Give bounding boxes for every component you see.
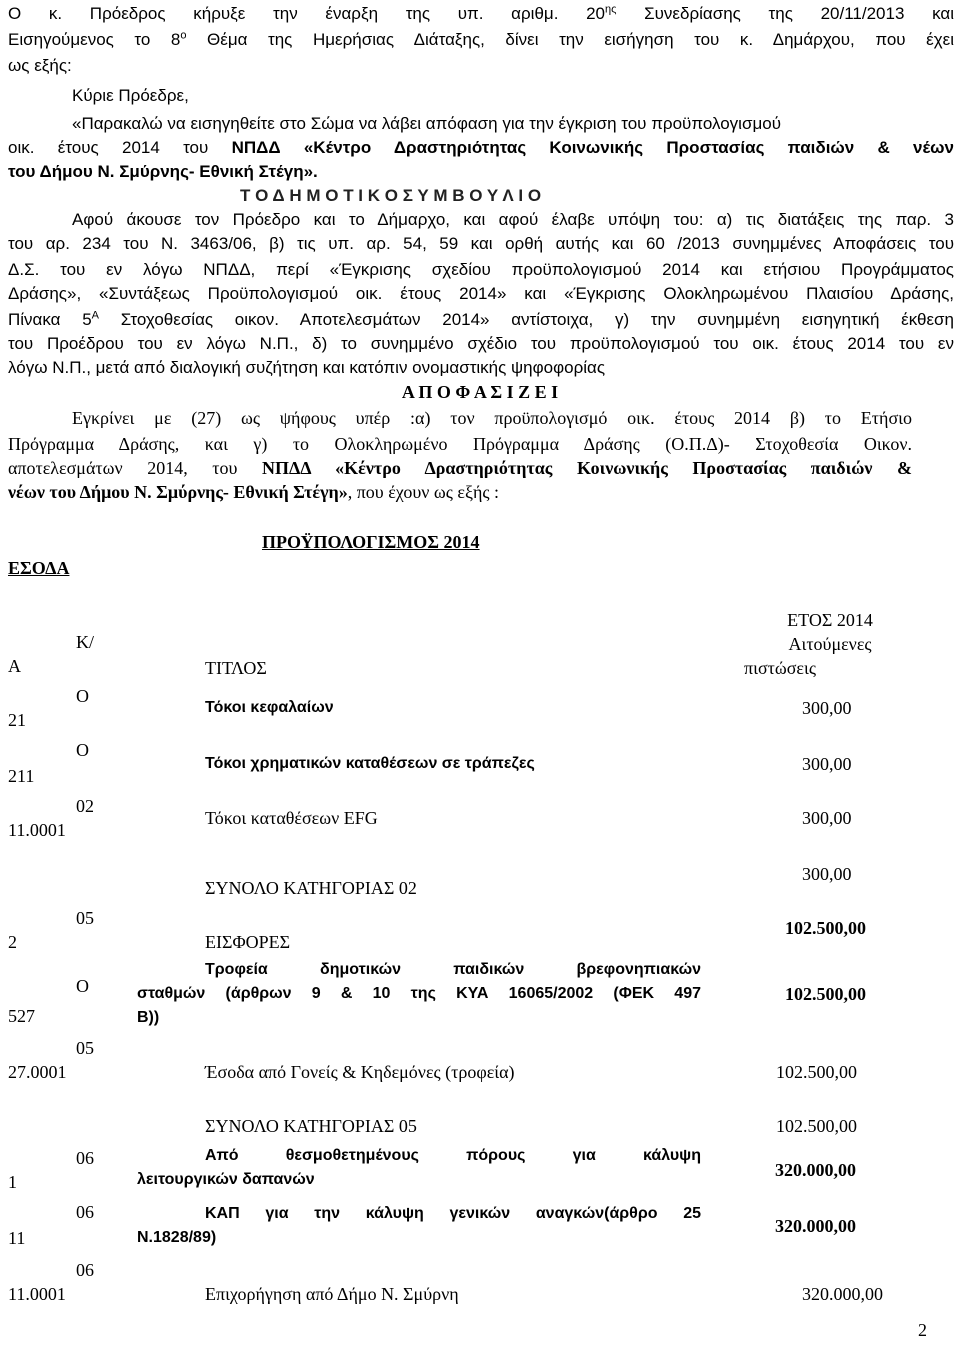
intro-line-7: του Δήμου Ν. Σμύρνης- Εθνική Στέγη». <box>8 162 318 181</box>
row-title-line: σταθμών (άρθρων 9 & 10 της ΚΥΑ 16065/2002 (ΦΕΚ 497 <box>137 985 701 1002</box>
row-title: Τόκοι χρηματικών καταθέσεων σε τράπεζες <box>205 755 535 772</box>
row-code: 27.0001 <box>8 1062 67 1082</box>
salutation: Κύριε Πρόεδρε, <box>72 86 189 105</box>
col-a-header: Α <box>8 656 21 676</box>
superscript: Α <box>91 309 99 322</box>
approval-text: , που έχουν ως εξής : <box>347 482 500 502</box>
intro-line-2 <box>8 28 954 52</box>
row-ko: 02 <box>76 796 94 816</box>
intro-text: Ο κ. Πρόεδρος κήρυξε την έναρξη της υπ. αριθμ. 20 <box>8 4 605 23</box>
row-title-line: Β)) <box>137 1009 160 1026</box>
row-title-line: Ν.1828/89) <box>137 1229 217 1246</box>
row-title-line: λειτουργικών δαπανών <box>137 1171 315 1188</box>
entity-name: νέων του Δήμου Ν. Σμύρνης- Εθνική Στέγη» <box>8 482 348 502</box>
row-code: 11.0001 <box>8 1284 66 1304</box>
intro-text: Συνεδρίασης της 20/11/2013 και <box>616 4 954 23</box>
intro-text: Εισηγούμενος το 8 <box>8 30 181 49</box>
row-ko: Ο <box>76 740 89 760</box>
approval-line-3 <box>8 456 912 480</box>
decides-heading: Α Π Ο Φ Α Σ Ι Ζ Ε Ι <box>401 382 559 402</box>
entity-name: ΝΠΔΔ «Κέντρο Δραστηριότητας Κοινωνικής Προστασίας παιδιών & <box>262 458 912 478</box>
row-ko: Ο <box>76 976 89 996</box>
body-line-3: Δ.Σ. του εν λόγω ΝΠΔΔ, περί «Έγκρισης σχεδίου προϋπολογισμού 2014 και ετήσιου Προγράμματος <box>8 260 954 279</box>
page-number: 2 <box>918 1320 927 1340</box>
row-ko: Ο <box>76 686 89 706</box>
intro-line-5: «Παρακαλώ να εισηγηθείτε στο Σώμα να λάβει απόφαση για την έγκριση του προϋπολογισμού <box>72 114 781 133</box>
body-line-2: του αρ. 234 του Ν. 3463/06, β) τις υπ. αρ. 54, 59 και ορθή αυτής και 60 /2013 συνημμένες Αποφάσεις του <box>8 234 954 253</box>
row-value: 102.500,00 <box>785 918 866 938</box>
body-text: Πίνακα 5 <box>8 310 92 329</box>
row-value: 320.000,00 <box>775 1216 856 1236</box>
row-value: 300,00 <box>802 808 852 828</box>
row-title: Έσοδα από Γονείς & Κηδεμόνες (τροφεία) <box>205 1062 515 1082</box>
row-title: Επιχορήγηση από Δήμο Ν. Σμύρνη <box>205 1284 459 1304</box>
row-value: 320.000,00 <box>775 1160 856 1180</box>
category-total-value: 102.500,00 <box>776 1116 857 1136</box>
row-ko: 06 <box>76 1202 94 1222</box>
row-value: 102.500,00 <box>785 984 866 1004</box>
superscript: ο <box>180 29 187 42</box>
intro-line-1 <box>8 2 954 26</box>
col-year-header: ΕΤΟΣ 2014 <box>787 610 873 630</box>
entity-name: ΝΠΔΔ «Κέντρο Δραστηριότητας Κοινωνικής Προστασίας παιδιών & νέων <box>231 138 954 157</box>
col-ko-header: Κ/ <box>76 632 94 652</box>
row-ko: 06 <box>76 1260 94 1280</box>
body-line-4: Δράσης», «Συντάξεως Προϋπολογισμού οικ. έτους 2014» και «Έγκρισης Ολοκληρωμένου Πλαισίου Δράσης, <box>8 284 954 303</box>
body-line-5 <box>8 308 954 332</box>
row-code: 11.0001 <box>8 820 66 840</box>
category-total-title: ΣΥΝΟΛΟ ΚΑΤΗΓΟΡΙΑΣ 02 <box>205 878 417 898</box>
row-code: 21 <box>8 710 26 730</box>
col-title-header: ΤΙΤΛΟΣ <box>205 658 267 678</box>
intro-line-6 <box>8 136 954 160</box>
body-line-1: Αφού άκουσε τον Πρόεδρο και το Δήμαρχο, και αφού έλαβε υπόψη του: α) τις διατάξεις της παρ. 3 <box>72 210 954 229</box>
col-year-subheader: Αιτούμενες <box>788 634 872 654</box>
budget-title: ΠΡΟΫΠΟΛΟΓΙΣΜΟΣ 2014 <box>262 532 480 552</box>
row-code: 2 <box>8 932 17 952</box>
row-value: 102.500,00 <box>776 1062 857 1082</box>
council-heading: Τ Ο Δ Η Μ Ο Τ Ι Κ Ο Σ Υ Μ Β Ο Υ Λ Ι Ο <box>240 186 542 205</box>
row-ko: 05 <box>76 908 94 928</box>
intro-text: Θέμα της Ημερήσιας Διάταξης, δίνει την εισήγηση του κ. Δημάρχου, που έχει <box>186 30 954 49</box>
row-code: 527 <box>8 1006 35 1026</box>
row-title-line: ΚΑΠ για την κάλυψη γενικών αναγκών(άρθρο 25 <box>205 1205 701 1222</box>
row-ko: 05 <box>76 1038 94 1058</box>
row-value: 300,00 <box>802 698 852 718</box>
row-code: 1 <box>8 1172 17 1192</box>
row-code: 11 <box>8 1228 26 1248</box>
row-value: 300,00 <box>802 754 852 774</box>
row-title: Τόκοι καταθέσεων EFG <box>205 808 378 828</box>
row-code: 211 <box>8 766 35 786</box>
intro-text: οικ. έτους 2014 του <box>8 138 232 157</box>
category-total-value: 300,00 <box>802 864 852 884</box>
superscript: ης <box>605 3 617 16</box>
row-title-line: Τροφεία δημοτικών παιδικών βρεφονηπιακών <box>205 961 701 978</box>
approval-line-4 <box>8 480 954 504</box>
row-title: Τόκοι κεφαλαίων <box>205 699 334 716</box>
approval-line-1: Εγκρίνει με (27) ως ψήφους υπέρ :α) τον προϋπολογισμό οικ. έτους 2014 β) το Ετήσιο <box>72 408 912 428</box>
revenue-label: ΕΣΟΔΑ <box>8 558 70 578</box>
category-total-title: ΣΥΝΟΛΟ ΚΑΤΗΓΟΡΙΑΣ 05 <box>205 1116 417 1136</box>
body-text: Στοχοθεσίας οικον. Αποτελεσμάτων 2014» αντίστοιχα, γ) την συνημμένη εισηγητική έκθεση <box>99 310 954 329</box>
intro-line-3: ως εξής: <box>8 56 72 75</box>
body-line-7: λόγω Ν.Π., μετά από διαλογική συζήτηση και κατόπιν ονομαστικής ψηφοφορίας <box>8 358 606 377</box>
row-title: ΕΙΣΦΟΡΕΣ <box>205 932 291 952</box>
row-value: 320.000,00 <box>802 1284 883 1304</box>
approval-text: αποτελεσμάτων 2014, του <box>8 458 263 478</box>
body-line-6: του Προέδρου του εν λόγω Ν.Π., δ) το συνημμένο σχέδιο του προϋπολογισμού του οικ. έτους 2014 του εν <box>8 334 954 353</box>
approval-line-2: Πρόγραμμα Δράσης, και γ) το Ολοκληρωμένο Πρόγραμμα Δράσης (Ο.Π.Δ)- Στοχοθεσία Οικον. <box>8 434 912 454</box>
row-ko: 06 <box>76 1148 94 1168</box>
row-title-line: Από θεσμοθετημένους πόρους για κάλυψη <box>205 1147 701 1164</box>
col-year-subheader-2: πιστώσεις <box>744 658 816 678</box>
